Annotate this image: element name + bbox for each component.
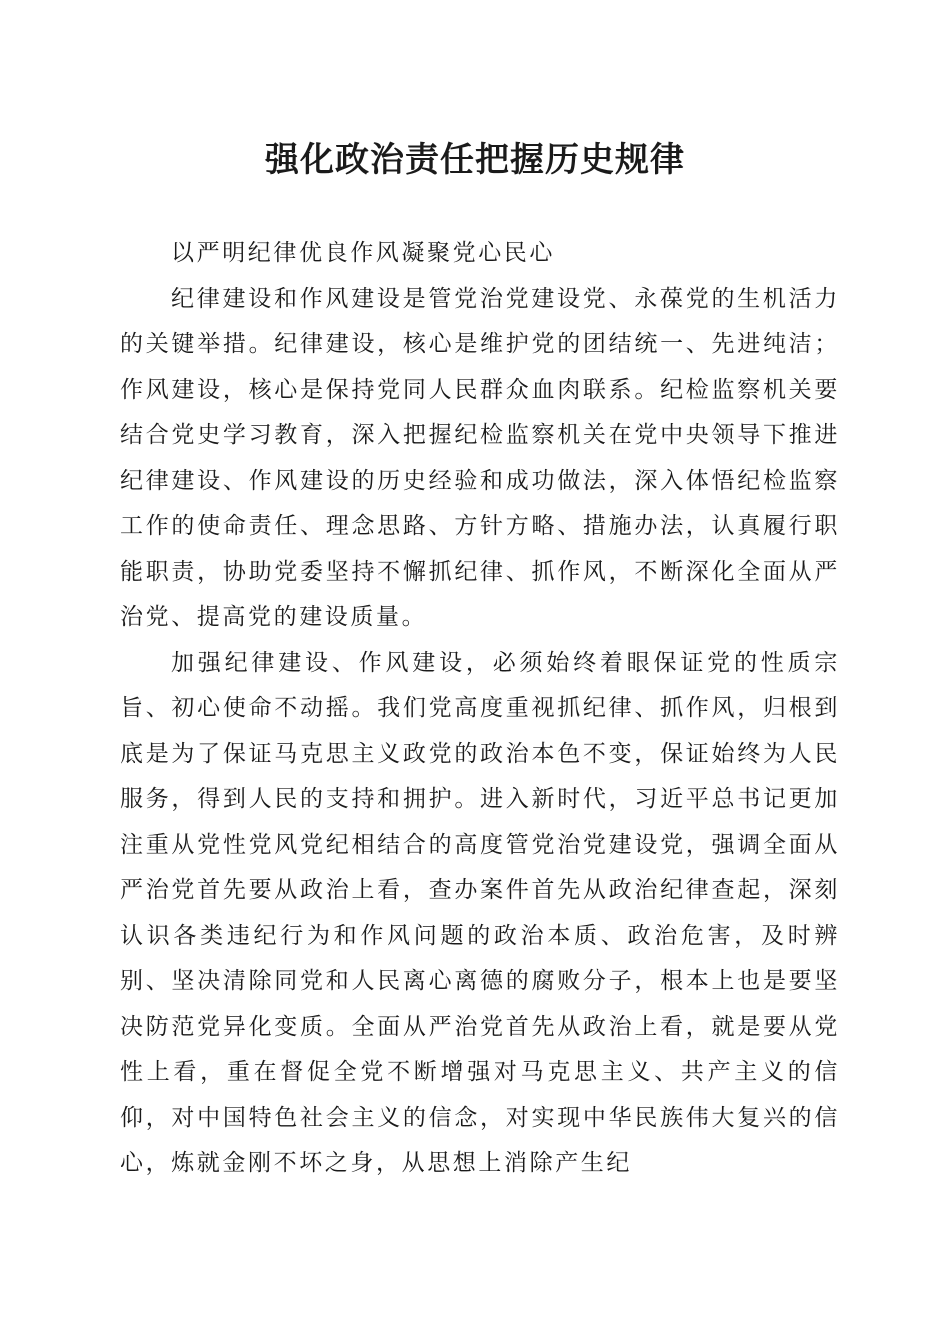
- body-paragraph: 加强纪律建设、作风建设，必须始终着眼保证党的性质宗旨、初心使命不动摇。我们党高度重视抓纪律、抓作风，归根到底是为了保证马克思主义政党的政治本色不变，保证始终为人民服务，得到人民的支持和拥护。进入新时代，习近平总书记更加注重从党性党风党纪相结合的高度管党治党建设党，强调全面从严治党首先要从政治上看，查办案件首先从政治纪律查起，深刻认识各类违纪行为和作风问题的政治本质、政治危害，及时辨别、坚决清除同党和人民离心离德的腐败分子，根本上也是要坚决防范党异化变质。全面从严治党首先从政治上看，就是要从党性上看，重在督促全党不断增强对马克思主义、共产主义的信仰，对中国特色社会主义的信念，对实现中华民族伟大复兴的信心，炼就金刚不坏之身，从思想上消除产生纪: [120, 649, 840, 1176]
- document-body: [120, 231, 840, 1187]
- body-paragraph: 纪律建设和作风建设是管党治党建设党、永葆党的生机活力的关键举措。纪律建设，核心是维护党的团结统一、先进纯洁；作风建设，核心是保持党同人民群众血肉联系。纪检监察机关要结合党史学习教育，深入把握纪检监察机关在党中央领导下推进纪律建设、作风建设的历史经验和成功做法，深入体悟纪检监察工作的使命责任、理念思路、方针方略、措施办法，认真履行职能职责，协助党委坚持不懈抓纪律、抓作风，不断深化全面从严治党、提高党的建设质量。: [120, 285, 840, 630]
- document-title: 强化政治责任把握历史规律: [265, 140, 685, 180]
- subheading-paragraph: 以严明纪律优良作风凝聚党心民心: [171, 240, 555, 266]
